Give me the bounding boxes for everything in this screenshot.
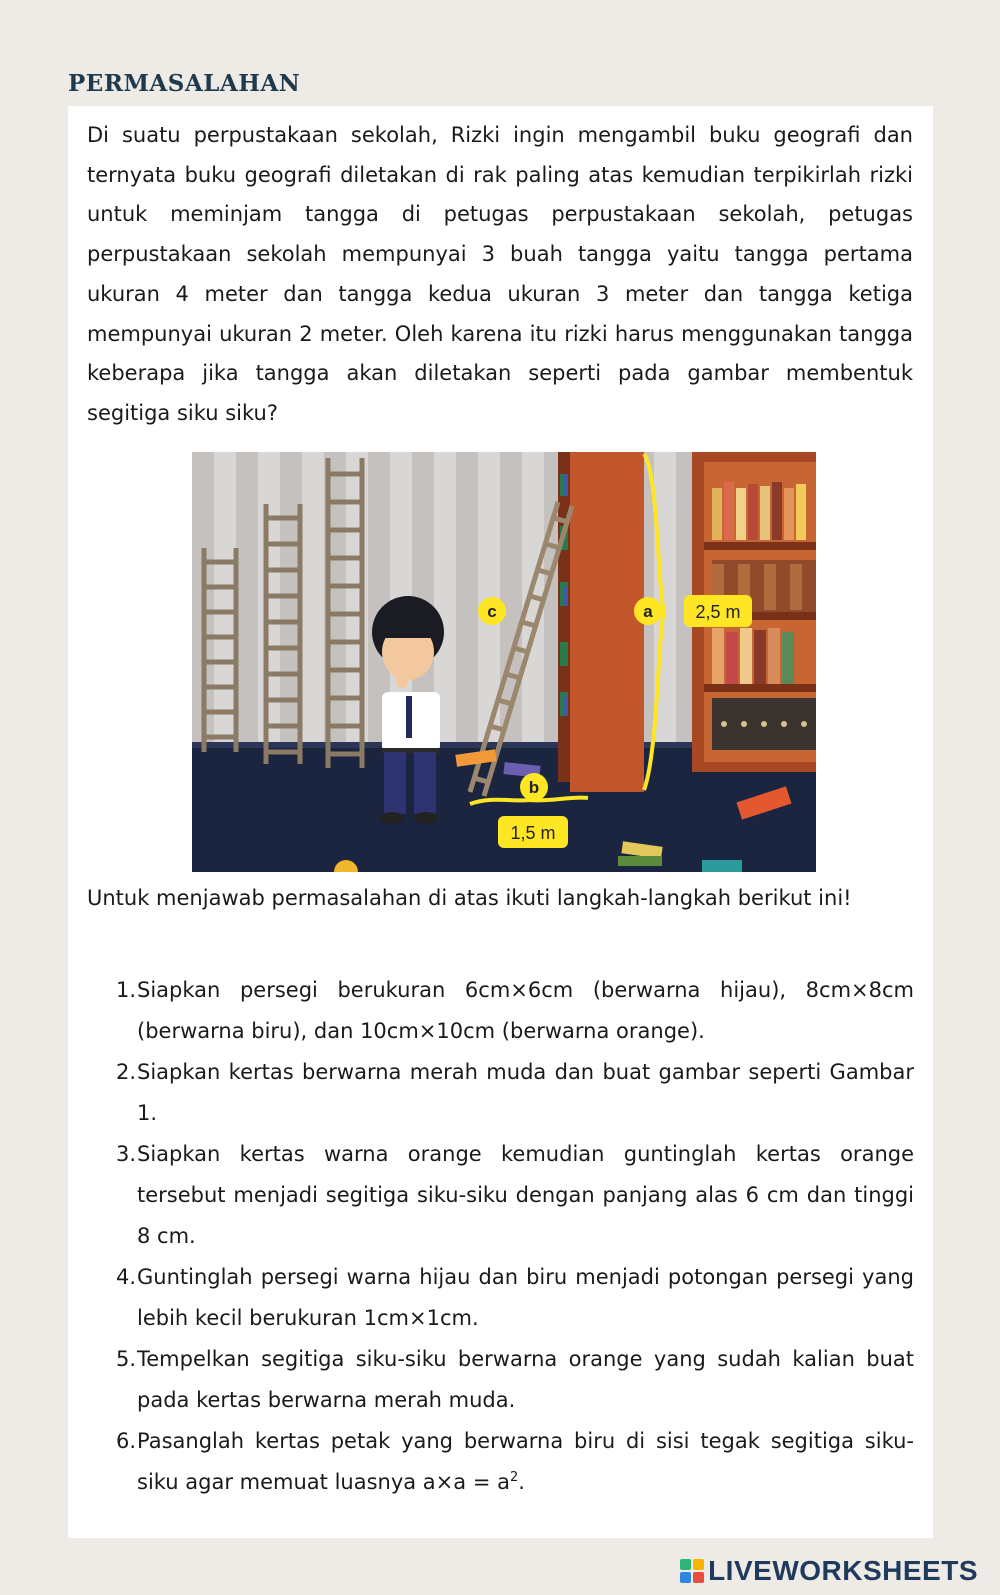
step-item bbox=[88, 970, 914, 1052]
step-item bbox=[88, 1339, 914, 1421]
step-number: 1. bbox=[115, 978, 136, 1002]
footer-brand[interactable] bbox=[680, 1555, 978, 1587]
logo-square-red bbox=[693, 1572, 704, 1583]
step-text-wrapper bbox=[137, 1421, 914, 1503]
step-item bbox=[88, 1257, 914, 1339]
step-item bbox=[88, 1052, 914, 1134]
step-text: Siapkan kertas berwarna merah muda dan buat gambar seperti Gambar 1. bbox=[137, 1060, 914, 1125]
brand-name: LIVEWORKSHEETS bbox=[708, 1555, 978, 1586]
measure-a: 2,5 m bbox=[695, 602, 741, 622]
logo-square-green bbox=[680, 1559, 691, 1570]
step-text: Guntinglah persegi warna hijau dan biru menjadi potongan persegi yang lebih kecil berukuran 1cm×1cm. bbox=[137, 1265, 914, 1330]
label-c: c bbox=[487, 602, 497, 621]
label-a: a bbox=[643, 602, 653, 621]
step-number: 5. bbox=[115, 1347, 136, 1371]
step-number: 6. bbox=[115, 1429, 136, 1453]
page-heading: PERMASALAHAN bbox=[68, 70, 301, 97]
steps-list bbox=[88, 970, 914, 1503]
content-card bbox=[68, 106, 933, 1538]
label-b: b bbox=[528, 778, 540, 797]
step-text: Tempelkan segitiga siku-siku berwarna orange yang sudah kalian buat pada kertas berwarna merah muda. bbox=[137, 1347, 914, 1412]
step-number: 2. bbox=[115, 1060, 136, 1084]
exponent: 2 bbox=[509, 1470, 519, 1485]
bookshelf-center bbox=[558, 452, 644, 792]
instructions-intro: Untuk menjawab permasalahan di atas ikuti langkah-langkah berikut ini! bbox=[87, 886, 852, 910]
problem-text: Di suatu perpustakaan sekolah, Rizki ingin mengambil buku geografi dan ternyata buku geografi diletakan di rak paling atas kemudian terpikirlah rizki untuk meminjam tangga di petugas perpustakaan sekolah, petugas perpustakaan sekolah mempunyai 3 buah tangga yaitu tangga pertama ukuran 4 meter dan tangga kedua ukuran 3 meter dan tangga ketiga mempunyai ukuran 2 meter. Oleh karena itu rizki harus menggunakan tangga keberapa jika tangga akan diletakan seperti pada gambar membentuk segitiga siku siku? bbox=[87, 123, 913, 425]
step-number: 3. bbox=[115, 1142, 136, 1166]
step-item bbox=[88, 1421, 914, 1503]
step-text-tail: . bbox=[518, 1470, 525, 1494]
brand-logo-icon bbox=[680, 1559, 704, 1583]
library-illustration bbox=[192, 452, 816, 872]
step-text: Pasanglah kertas petak yang berwarna biru di sisi tegak segitiga siku-siku agar memuat luasnya a×a = a bbox=[137, 1429, 914, 1494]
logo-square-yellow bbox=[693, 1559, 704, 1570]
step-number: 4. bbox=[115, 1265, 136, 1289]
logo-square-blue bbox=[680, 1572, 691, 1583]
measure-b: 1,5 m bbox=[510, 823, 556, 843]
step-item bbox=[88, 1134, 914, 1257]
step-text: Siapkan kertas warna orange kemudian guntinglah kertas orange tersebut menjadi segitiga siku-siku dengan panjang alas 6 cm dan tinggi 8 cm. bbox=[137, 1142, 914, 1248]
step-text: Siapkan persegi berukuran 6cm×6cm (berwarna hijau), 8cm×8cm (berwarna biru), dan 10cm×10cm (berwarna orange). bbox=[137, 978, 914, 1043]
